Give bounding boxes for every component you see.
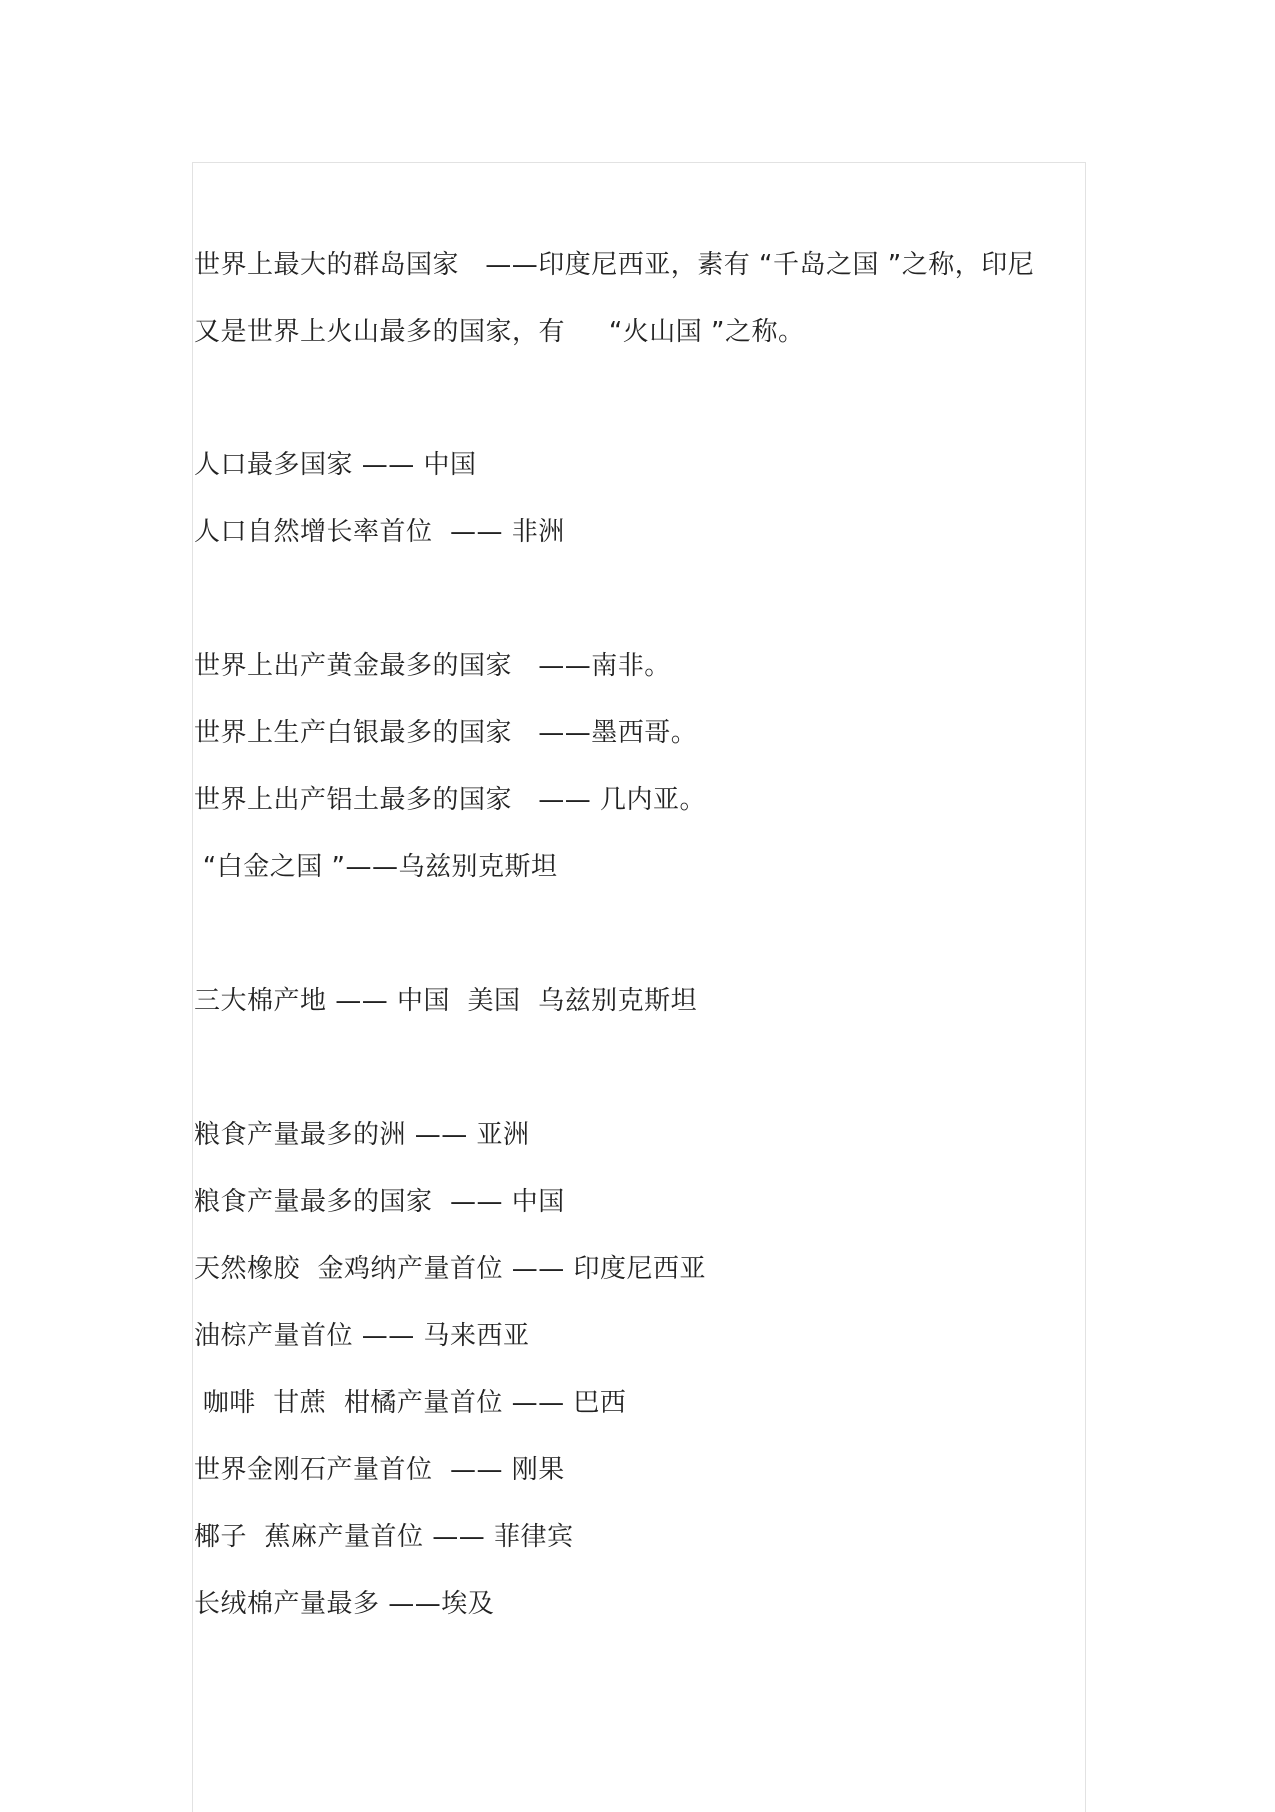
text-line-5: 世界上出产黄金最多的国家 ——南非。 xyxy=(194,651,671,681)
text-line-11: 粮食产量最多的国家 —— 中国 xyxy=(194,1187,565,1217)
text-line-6: 世界上生产白银最多的国家 ——墨西哥。 xyxy=(194,718,698,748)
text-line-16: 椰子 蕉麻产量首位 —— 菲律宾 xyxy=(194,1522,574,1552)
text-line-12: 天然橡胶 金鸡纳产量首位 —— 印度尼西亚 xyxy=(194,1254,707,1284)
text-line-13: 油棕产量首位 —— 马来西亚 xyxy=(194,1321,530,1351)
text-line-4: 人口自然增长率首位 —— 非洲 xyxy=(194,517,565,547)
text-line-3: 人口最多国家 —— 中国 xyxy=(194,450,477,480)
text-line-14: 咖啡 甘蔗 柑橘产量首位 —— 巴西 xyxy=(194,1388,627,1418)
text-line-15: 世界金刚石产量首位 —— 刚果 xyxy=(194,1455,565,1485)
text-line-9: 三大棉产地 —— 中国 美国 乌兹别克斯坦 xyxy=(194,986,698,1016)
text-line-8: “白金之国 ”——乌兹别克斯坦 xyxy=(194,852,558,882)
text-line-7: 世界上出产铝土最多的国家 —— 几内亚。 xyxy=(194,785,707,815)
text-line-10: 粮食产量最多的洲 —— 亚洲 xyxy=(194,1120,530,1150)
text-line-2: 又是世界上火山最多的国家，有 “火山国 ”之称。 xyxy=(194,317,805,347)
text-line-17: 长绒棉产量最多 ——埃及 xyxy=(194,1589,495,1619)
text-line-1: 世界上最大的群岛国家 ——印度尼西亚，素有 “千岛之国 ”之称，印尼 xyxy=(194,250,1035,280)
